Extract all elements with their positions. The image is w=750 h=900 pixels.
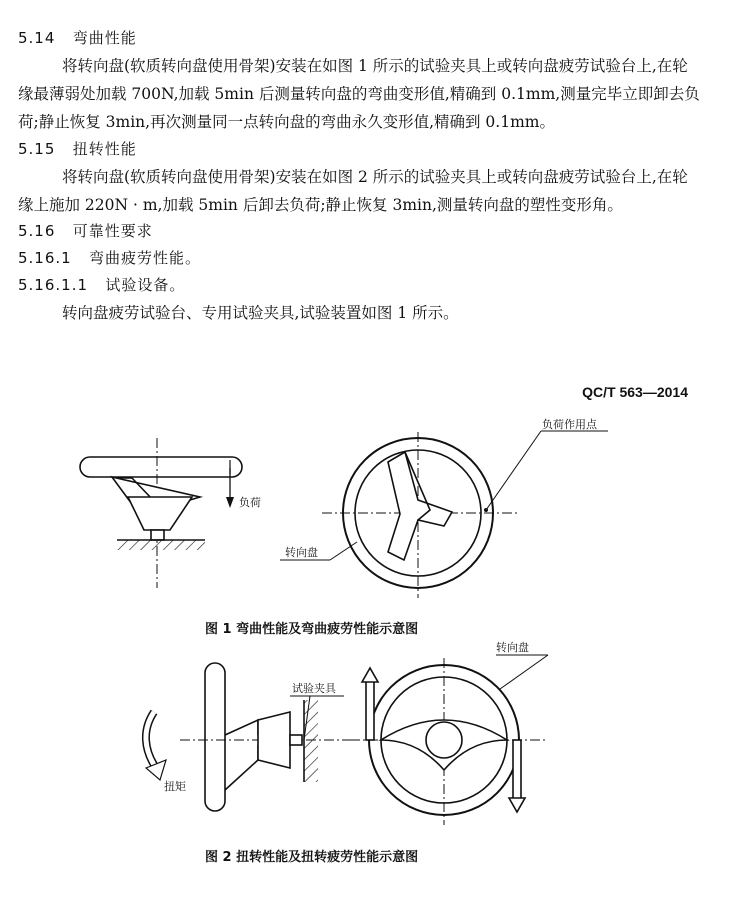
paragraph-line: 将转向盘(软质转向盘使用骨架)安装在如图 2 所示的试验夹具上或转向盘疲劳试验台上,在轮 xyxy=(62,168,688,186)
figure2-front-view xyxy=(350,658,545,825)
figure1-label-load-point: 负荷作用点 xyxy=(542,418,597,431)
figure2-label-fixture: 试验夹具 xyxy=(292,682,336,695)
section-title: 扭转性能 xyxy=(72,140,137,158)
section-number: 5.14 xyxy=(18,29,56,47)
figure2-caption: 图 2 扭转性能及扭转疲劳性能示意图 xyxy=(205,850,419,865)
paragraph-line: 荷;静止恢复 3min,再次测量同一点转向盘的弯曲永久变形值,精确到 0.1mm。 xyxy=(18,113,555,131)
figure1-front-view xyxy=(322,432,520,598)
paragraph-line: 缘上施加 220N · m,加载 5min 后卸去负荷;静止恢复 3min,测量转向盘的塑性变形角。 xyxy=(18,196,623,214)
figure2-label-torque: 扭矩 xyxy=(164,780,186,793)
section-title: 试验设备。 xyxy=(105,276,186,294)
paragraph-line: 缘最薄弱处加载 700N,加载 5min 后测量转向盘的弯曲变形值,精确到 0.1mm,测量完毕立即卸去负 xyxy=(18,85,700,103)
section-number: 5.16.1 xyxy=(18,249,72,267)
figure1-caption: 图 1 弯曲性能及弯曲疲劳性能示意图 xyxy=(205,622,419,637)
section-title: 弯曲疲劳性能。 xyxy=(89,249,202,267)
paragraph-line: 转向盘疲劳试验台、专用试验夹具,试验装置如图 1 所示。 xyxy=(62,304,459,322)
figure1-label-wheel: 转向盘 xyxy=(285,546,318,559)
standard-number: QC/T 563—2014 xyxy=(582,384,688,400)
figure1-label-load: 负荷 xyxy=(239,496,261,509)
section-title: 弯曲性能 xyxy=(72,29,137,47)
figure2-label-wheel: 转向盘 xyxy=(496,641,529,654)
section-number: 5.15 xyxy=(18,140,56,158)
figure1-side-view xyxy=(80,438,242,588)
paragraph-line: 将转向盘(软质转向盘使用骨架)安装在如图 1 所示的试验夹具上或转向盘疲劳试验台上,在轮 xyxy=(62,57,688,75)
section-number: 5.16.1.1 xyxy=(18,276,89,294)
section-number: 5.16 xyxy=(18,222,56,240)
section-title: 可靠性要求 xyxy=(72,222,153,240)
